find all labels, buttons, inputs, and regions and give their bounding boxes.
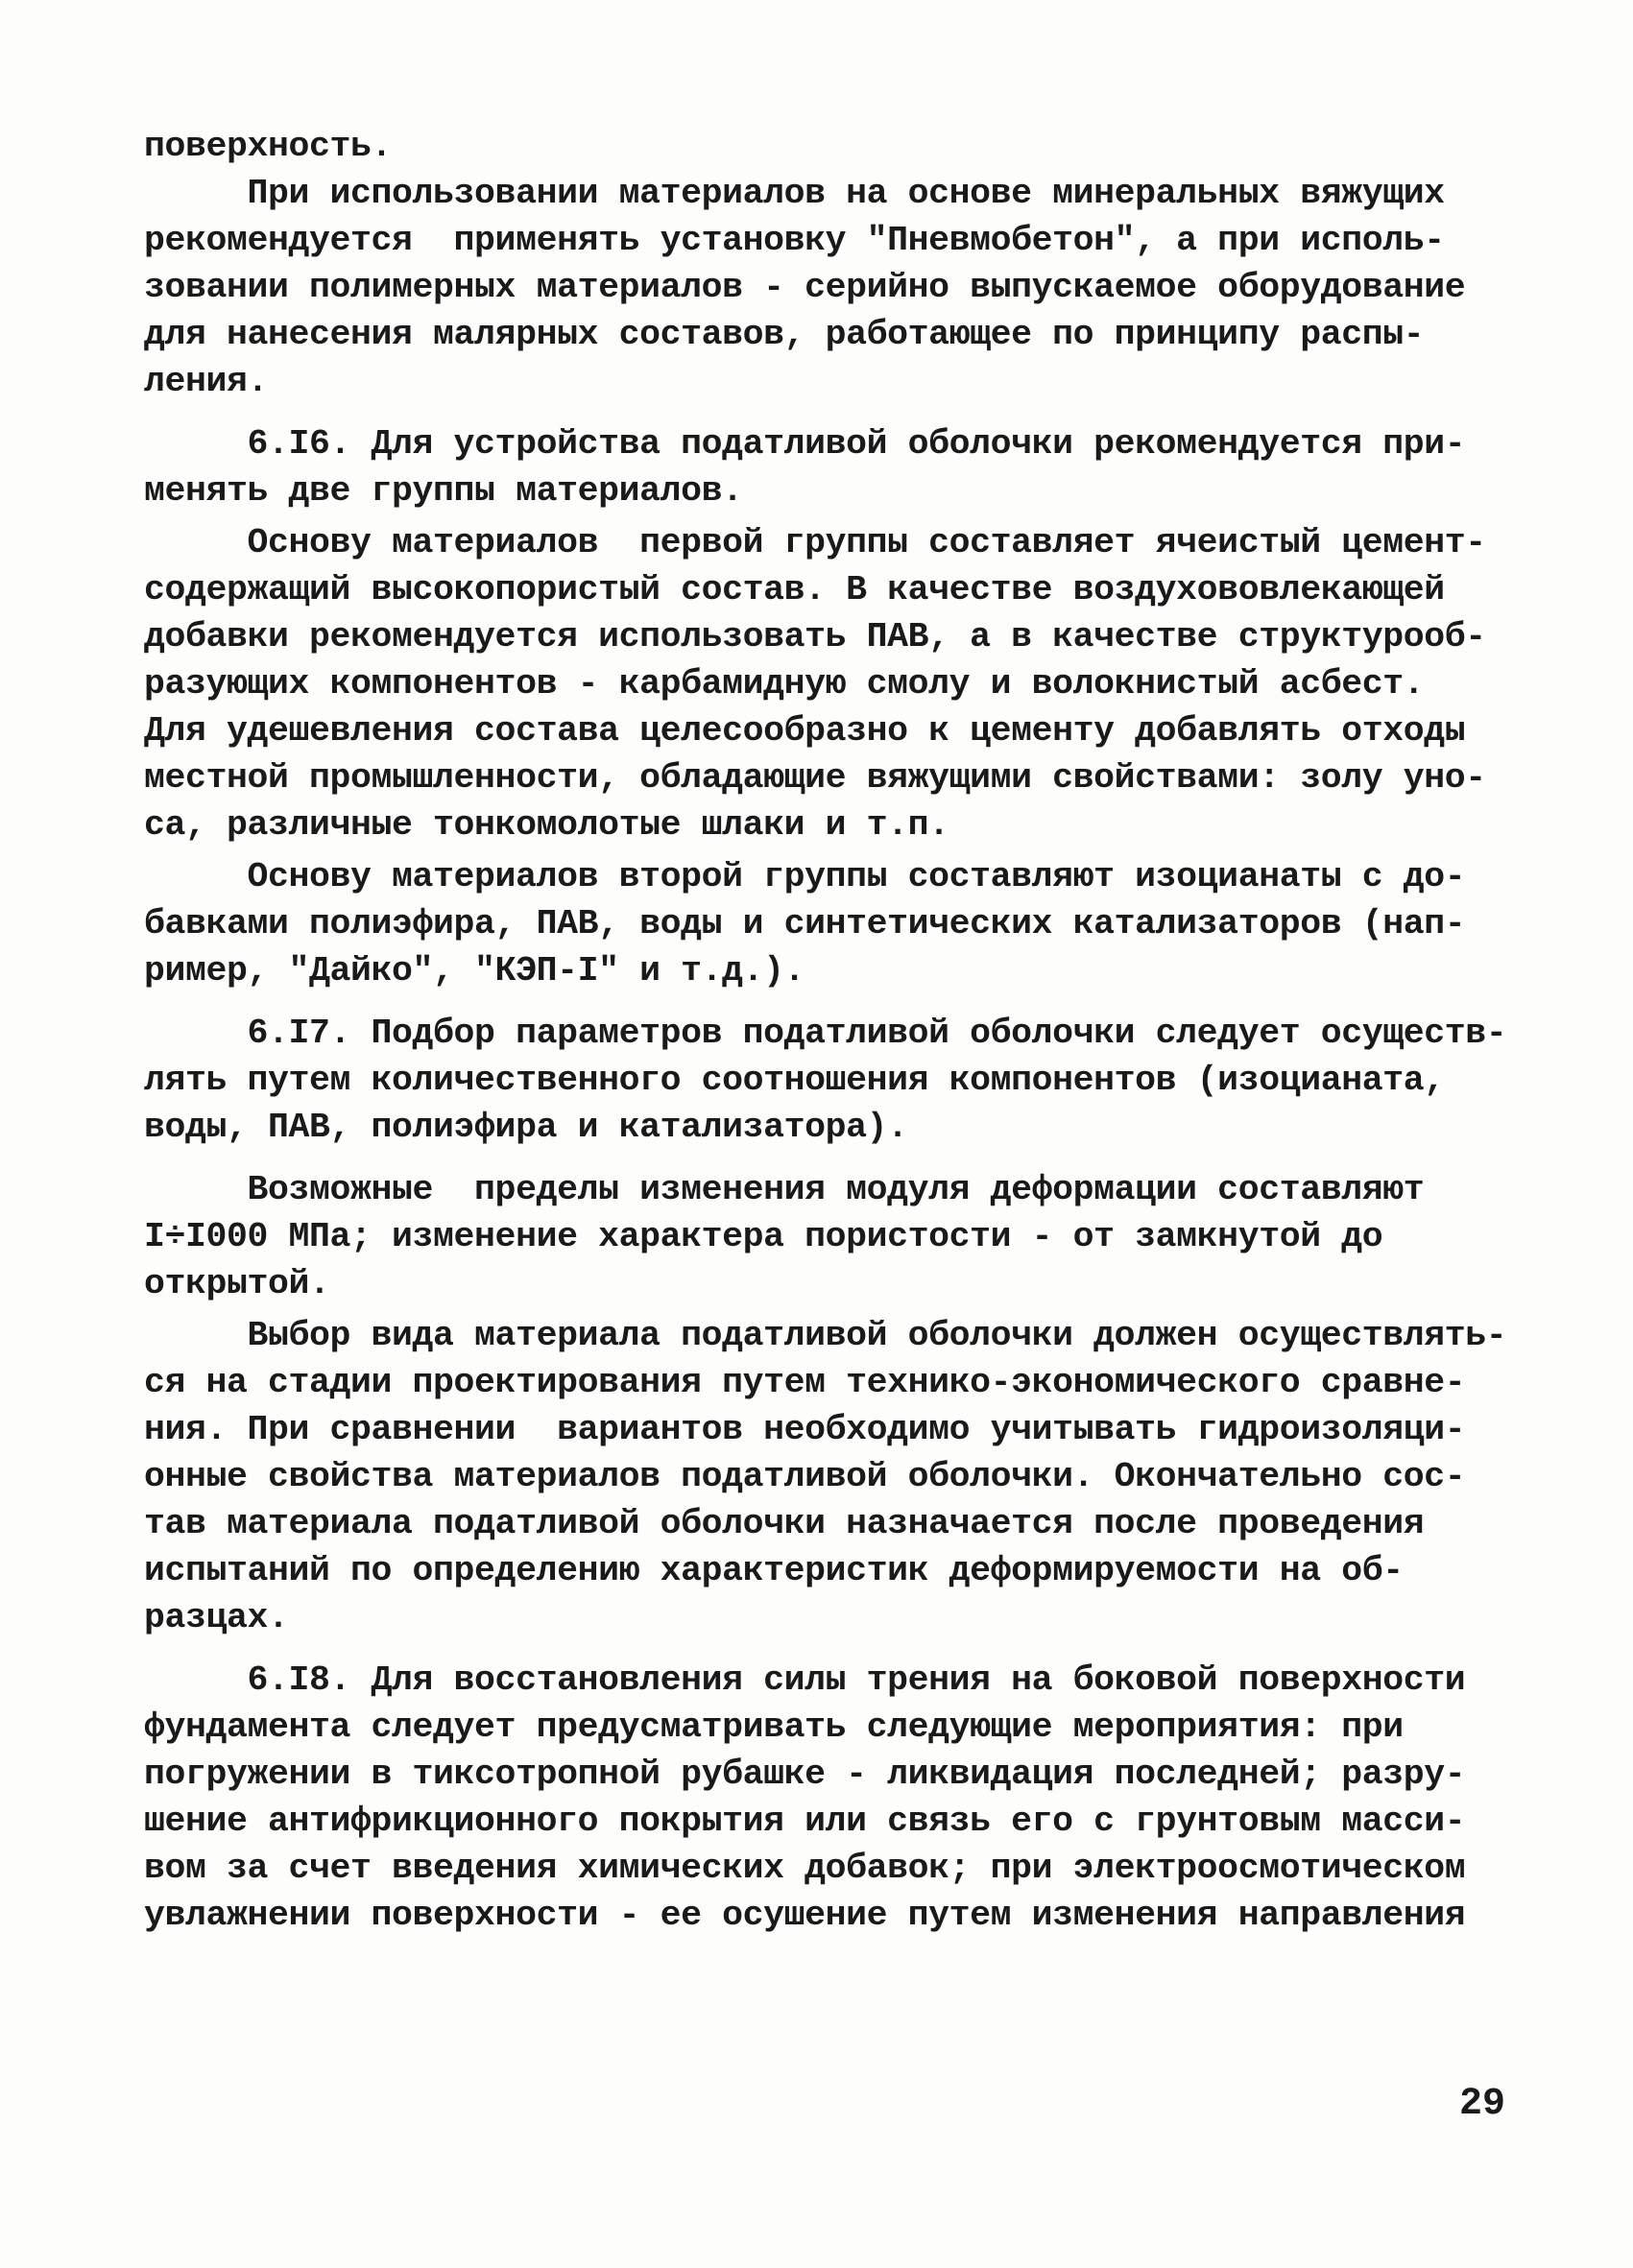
text-line: погружении в тиксотропной рубашке - ликвидация последней; разру- — [144, 1755, 1466, 1794]
text-line: ример, "Дайко", "КЭП-I" и т.д.). — [144, 951, 805, 991]
text-line: местной промышленности, обладающие вяжущими свойствами: золу уно- — [144, 758, 1486, 798]
text-line: для нанесения малярных составов, работающее по принципу распы- — [144, 315, 1425, 354]
text-line: испытаний по определению характеристик деформируемости на об- — [144, 1551, 1404, 1590]
text-line: открытой. — [144, 1264, 330, 1303]
text-line: увлажнении поверхности - ее осушение путем изменения направления — [144, 1896, 1466, 1935]
text-line: воды, ПАВ, полиэфира и катализатора). — [144, 1108, 908, 1147]
text-line: са, различные тонкомолотые шлаки и т.п. — [144, 805, 949, 845]
text-line: ления. — [144, 362, 269, 401]
paragraph-gap — [144, 405, 1507, 420]
text-line: поверхность. — [144, 127, 393, 166]
body-text — [144, 123, 1507, 1939]
text-line: Для удешевления состава целесообразно к цементу добавлять отходы — [144, 711, 1466, 751]
text-line: Возможные пределы изменения модуля деформации составляют — [144, 1170, 1425, 1209]
text-line: Основу материалов второй группы составляют изоцианаты с до- — [144, 857, 1466, 896]
text-line: 6.I6. Для устройства податливой оболочки рекомендуется при- — [144, 424, 1466, 464]
page-number: 29 — [1459, 2083, 1506, 2126]
text-line: вом за счет введения химических добавок; при электроосмотическом — [144, 1849, 1466, 1888]
text-line: тав материала податливой оболочки назначается после проведения — [144, 1504, 1425, 1543]
text-line: 6.I8. Для восстановления силы трения на боковой поверхности — [144, 1660, 1466, 1700]
text-line: онные свойства материалов податливой оболочки. Окончательно сос- — [144, 1457, 1466, 1496]
paragraph-gap — [144, 994, 1507, 1010]
text-line: разцах. — [144, 1598, 289, 1637]
text-line: 6.I7. Подбор параметров податливой оболочки следует осуществ- — [144, 1014, 1507, 1053]
text-line: добавки рекомендуется использовать ПАВ, а в качестве структурооб- — [144, 617, 1486, 657]
text-line: При использовании материалов на основе минеральных вяжущих — [144, 174, 1445, 213]
text-line: лять путем количественного соотношения компонентов (изоцианата, — [144, 1061, 1445, 1100]
text-line: шение антифрикционного покрытия или связь его с грунтовым масси- — [144, 1802, 1466, 1841]
text-line: Основу материалов первой группы составляет ячеистый цемент- — [144, 523, 1486, 562]
text-line: ния. При сравнении вариантов необходимо учитывать гидроизоляци- — [144, 1410, 1466, 1449]
text-line: разующих компонентов - карбамидную смолу и волокнистый асбест. — [144, 664, 1425, 704]
text-line: зовании полимерных материалов - серийно выпускаемое оборудование — [144, 268, 1466, 307]
text-line: содержащий высокопористый состав. В качестве воздухововлекающей — [144, 570, 1445, 609]
paragraph-gap — [144, 1151, 1507, 1166]
text-line: рекомендуется применять установку "Пневмобетон", а при исполь- — [144, 221, 1445, 260]
paragraph-gap — [144, 1641, 1507, 1657]
text-line: менять две группы материалов. — [144, 471, 743, 511]
text-line: Выбор вида материала податливой оболочки должен осуществлять- — [144, 1316, 1507, 1355]
text-line: бавками полиэфира, ПАВ, воды и синтетических катализаторов (нап- — [144, 904, 1466, 943]
text-line: I÷I000 МПа; изменение характера пористости - от замкнутой до — [144, 1217, 1383, 1256]
text-line: фундамента следует предусматривать следующие мероприятия: при — [144, 1707, 1404, 1747]
text-line: ся на стадии проектирования путем технико-экономического сравне- — [144, 1363, 1466, 1402]
